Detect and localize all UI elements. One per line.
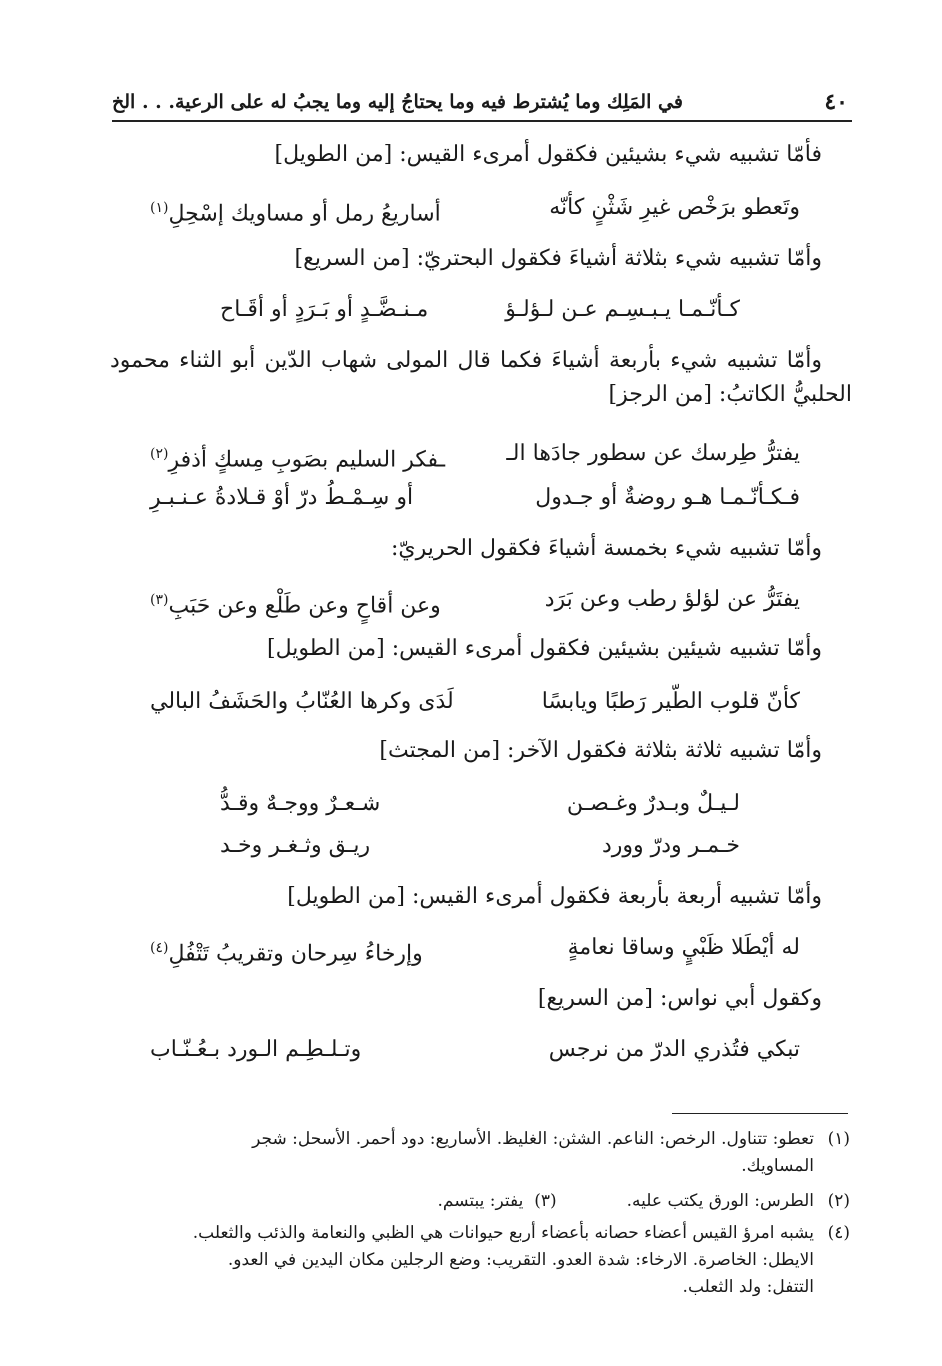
verse-4-first-hemistich: فـكـأنّـمـا هـو روضةٌ أو جـدول <box>535 485 800 510</box>
paragraph-4: وأمّا تشبيه شيء بخمسة أشياءَ فكقول الحريريّ: <box>390 536 822 561</box>
footnote-4-continuation-1: الايطل: الخاصرة. الارخاء: شدة العدو. التقريب: وضع الرجلين مكان اليدين في العدو. <box>227 1250 814 1270</box>
paragraph-8: وكقول أبي نواس: [من السريع] <box>537 986 822 1011</box>
footnote-4 <box>110 1220 850 1301</box>
verse-10 <box>150 1030 800 1070</box>
verse-9-second-hemistich: وإرخاءُ سِرحان وتقريبُ تَتْفُلِ$^{(٤)}$ <box>150 940 423 967</box>
verse-1-second-hemistich: أساريعُ رمل أو مساويك إسْحِلِ$^{(١)}$ <box>150 200 441 227</box>
footnote-marker-4: (٤) <box>150 940 169 956</box>
verse-10-second-hemistich: وتـلـطِـم الـورد بـعُـنّـاب <box>150 1037 362 1062</box>
verse-1-first-hemistich: وتَعطو برَخْص غيرِ شَثْنٍ كأنّه <box>549 195 800 220</box>
verse-2-second-hemistich: مـنـضَّـدٍ أو بَـرَدٍ أو أقَـاح <box>220 297 429 322</box>
verse-5 <box>150 580 800 620</box>
verse-1 <box>150 188 800 228</box>
verse-8-first-hemistich: خـمـر ودرّ وورد <box>601 833 740 858</box>
paragraph-2: وأمّا تشبيه شيء بثلاثة أشياءَ فكقول البحتريّ: [من السريع] <box>294 246 822 271</box>
footnote-1 <box>110 1126 850 1180</box>
verse-9 <box>150 928 800 968</box>
verse-7 <box>150 784 800 824</box>
footnote-3-text: يفتر: يبتسم. <box>437 1191 524 1211</box>
page-number: ٤٠ <box>824 89 848 115</box>
paragraph-3 <box>110 344 852 412</box>
paragraph-5: وأمّا تشبيه شيئين بشيئين فكقول أمرىء القيس: [من الطويل] <box>267 636 822 661</box>
verse-2 <box>150 290 800 330</box>
verse-8-second-hemistich: ريـق وثـغـر وخـد <box>220 833 371 858</box>
verse-7-first-hemistich: لـيـلٌ وبـدرٌ وغـصـن <box>566 791 740 816</box>
footnote-marker-1: (١) <box>150 200 169 216</box>
verse-3-first-hemistich: يفترُّ طِرسك عن سطور جادَها الـ <box>506 441 800 466</box>
paragraph-3-line-2: الحلبيُّ الكاتبُ: [من الرجز] <box>608 382 852 407</box>
running-header <box>112 84 852 122</box>
footnote-1-number: (١) <box>827 1129 850 1149</box>
footnote-separator <box>672 1113 848 1114</box>
paragraph-1: فأمّا تشبيه شيء بشيئين فكقول أمرىء القيس: [من الطويل] <box>274 142 822 167</box>
verse-6 <box>150 682 800 722</box>
footnote-2-number: (٢) <box>827 1191 850 1211</box>
running-title: في المَلِك وما يُشترط فيه وما يحتاجُ إليه وما يجبُ له على الرعية. . . الخ <box>112 91 683 113</box>
verse-9-first-hemistich: له أيْطَلا ظَبْيٍ وساقا نعامةٍ <box>567 935 800 960</box>
verse-5-first-hemistich: يفتَرُّ عن لؤلؤ رطب وعن بَرَد <box>544 587 800 612</box>
footnotes-2-3 <box>110 1188 850 1215</box>
footnote-4-text: يشبه امرؤ القيس أعضاء حصانه بأعضاء أربع حيوانات هي الظبي والنعامة والذئب والثعلب. <box>192 1223 814 1243</box>
footnote-1-text: تعطو: تتناول. الرخص: الناعم. الشثن: الغليظ. الأساريع: دود أحمر. الأسحل: شجر <box>252 1129 814 1149</box>
footnote-marker-3: (٣) <box>150 592 169 608</box>
verse-6-second-hemistich: لَدَى وكرها العُنّابُ والحَشَفُ البالي <box>150 689 454 714</box>
footnote-2-text: الطرس: الورق يكتب عليه. <box>626 1191 814 1211</box>
verse-5-second-hemistich: وعن أقاحٍ وعن طَلْع وعن حَبَبِ$^{(٣)}$ <box>150 592 441 619</box>
footnote-3-number: (٣) <box>534 1191 557 1211</box>
paragraph-3-line-1: وأمّا تشبيه شيء بأربعة أشياءَ فكما قال المولى شهاب الدّين أبو الثناء محمود <box>110 348 822 373</box>
paragraph-6: وأمّا تشبيه ثلاثة بثلاثة فكقول الآخر: [من المجتث] <box>379 738 822 763</box>
verse-6-first-hemistich: كأنّ قلوب الطّير رَطبًا ويابسًا <box>541 689 800 714</box>
paragraph-7: وأمّا تشبيه أربعة بأربعة فكقول أمرىء القيس: [من الطويل] <box>287 884 822 909</box>
footnote-marker-2: (٢) <box>150 446 169 462</box>
verse-4-second-hemistich: أو سِـمْـطُ درّ أوْ قـلادةُ عـنـبـرِ <box>150 485 414 510</box>
verse-4 <box>150 478 800 518</box>
verse-3-second-hemistich: ـفكر السليم بصَوبِ مِسكٍ أذفرِ$^{(٢)}$ <box>150 446 446 473</box>
verse-7-second-hemistich: شـعـرٌ ووجـهٌ وقـدُّ <box>220 791 381 816</box>
verse-10-first-hemistich: تبكي فتُذري الدرّ من نرجس <box>548 1037 800 1062</box>
verse-8 <box>150 826 800 866</box>
verse-3 <box>150 434 800 474</box>
footnote-1-continuation: المساويك. <box>741 1156 814 1176</box>
footnote-4-number: (٤) <box>827 1223 850 1243</box>
verse-2-first-hemistich: كـأنّـمـا يـبـسِـم عـن لـؤلـؤ <box>505 297 740 322</box>
footnote-4-continuation-2: التتفل: ولد الثعلب. <box>682 1277 814 1297</box>
